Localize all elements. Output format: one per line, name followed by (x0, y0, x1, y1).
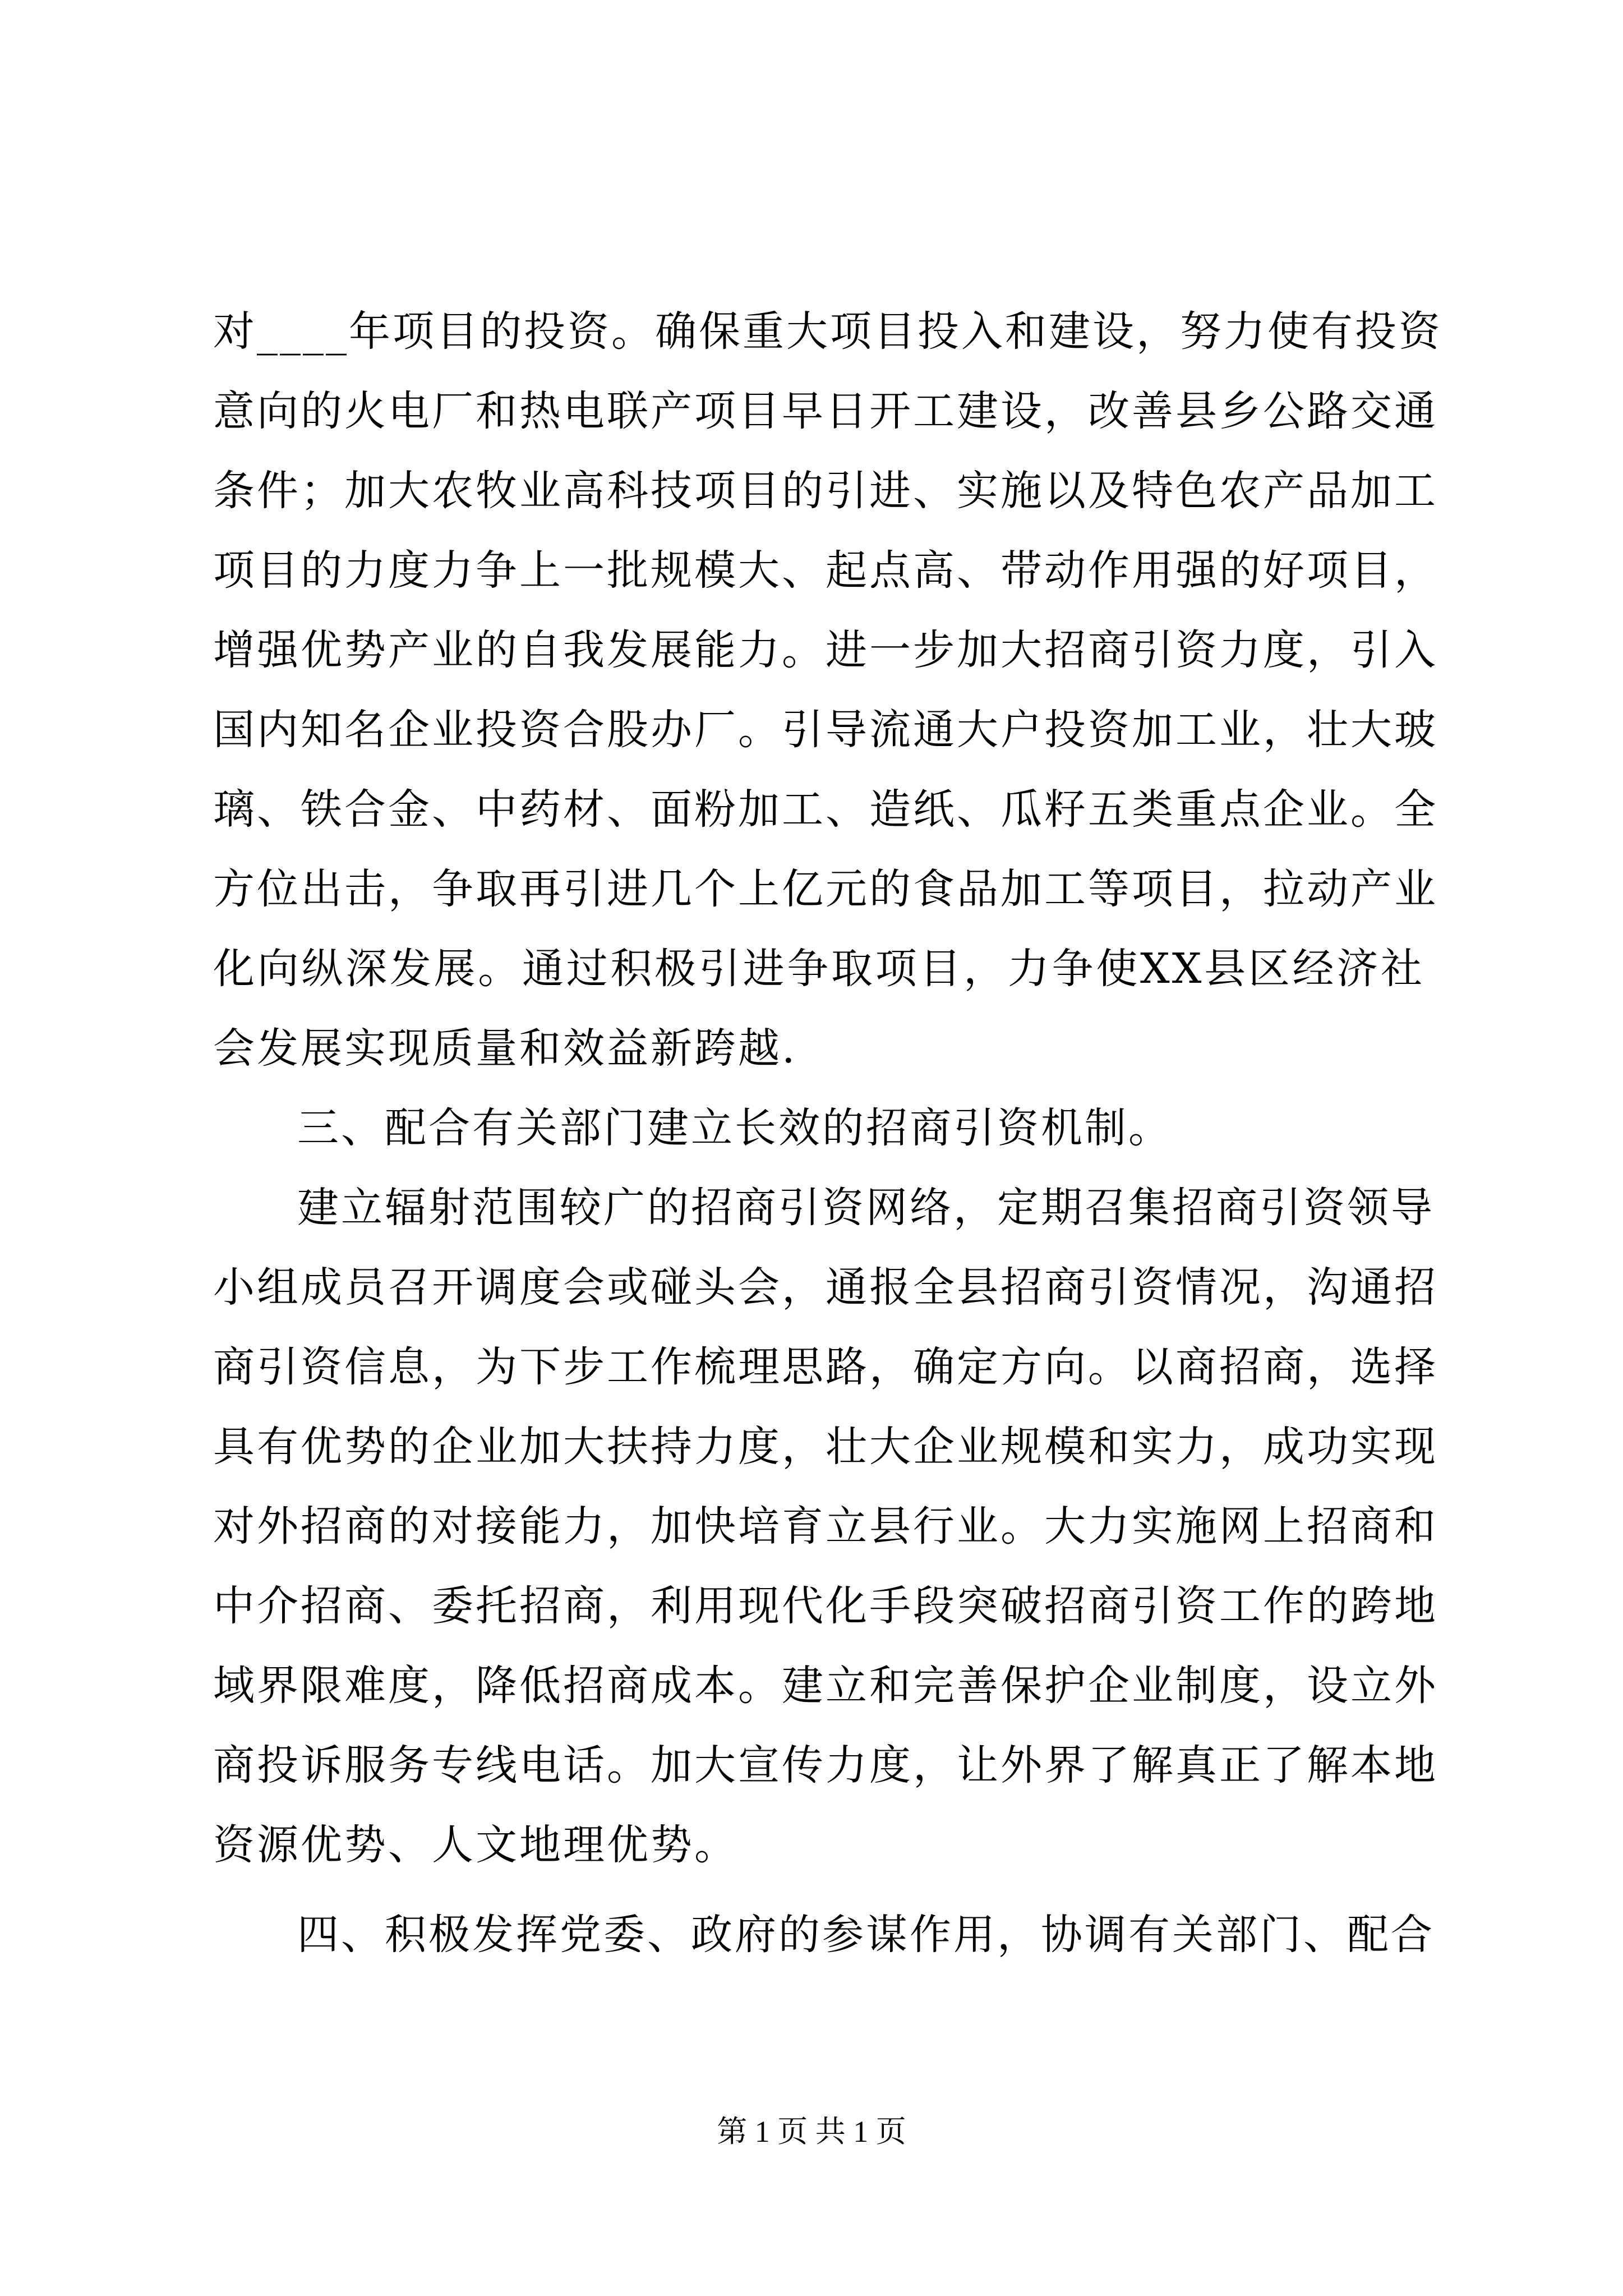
section-heading: 三、配合有关部门建立长效的招商引资机制。 (297, 1104, 1172, 1152)
text-line: 国内知名企业投资合股办厂。引导流通大户投资加工业，壮大玻 (213, 706, 1438, 754)
text-line: 条件；加大农牧业高科技项目的引进、实施以及特色农产品加工 (213, 467, 1438, 515)
text-line: 具有优势的企业加大扶持力度，壮大企业规模和实力，成功实现 (213, 1423, 1438, 1471)
text-line: 商投诉服务专线电话。加大宣传力度，让外界了解真正了解本地 (213, 1741, 1438, 1789)
text-line: 中介招商、委托招商，利用现代化手段突破招商引资工作的跨地 (213, 1582, 1438, 1630)
text-line: 化向纵深发展。通过积极引进争取项目，力争使XX县区经济社 (213, 945, 1424, 993)
text-line: 意向的火电厂和热电联产项目早日开工建设，改善县乡公路交通 (213, 387, 1438, 435)
text-line: 对____年项目的投资。确保重大项目投入和建设，努力使有投资 (213, 307, 1442, 356)
text-line: 商引资信息，为下步工作梳理思路，确定方向。以商招商，选择 (213, 1343, 1438, 1391)
text-line: 资源优势、人文地理优势。 (213, 1821, 738, 1869)
section-heading: 四、积极发挥党委、政府的参谋作用，协调有关部门、配合 (297, 1911, 1435, 1959)
document-body (213, 292, 1442, 1975)
text-line: 方位出击，争取再引进几个上亿元的食品加工等项目，拉动产业 (213, 865, 1438, 913)
paragraph-first-line: 建立辐射范围较广的招商引资网络，定期召集招商引资领导 (297, 1184, 1435, 1232)
text-line: 会发展实现质量和效益新跨越. (213, 1024, 797, 1073)
text-line: 璃、铁合金、中药材、面粉加工、造纸、瓜籽五类重点企业。全 (213, 785, 1438, 834)
text-line: 对外招商的对接能力，加快培育立县行业。大力实施网上招商和 (213, 1502, 1438, 1550)
page-footer: 第 1 页 共 1 页 (717, 2115, 906, 2148)
text-line: 域界限难度，降低招商成本。建立和完善保护企业制度，设立外 (213, 1662, 1438, 1710)
text-line: 增强优势产业的自我发展能力。进一步加大招商引资力度，引入 (213, 626, 1438, 674)
text-line: 小组成员召开调度会或碰头会，通报全县招商引资情况，沟通招 (213, 1263, 1438, 1312)
text-line: 项目的力度力争上一批规模大、起点高、带动作用强的好项目， (213, 546, 1438, 595)
